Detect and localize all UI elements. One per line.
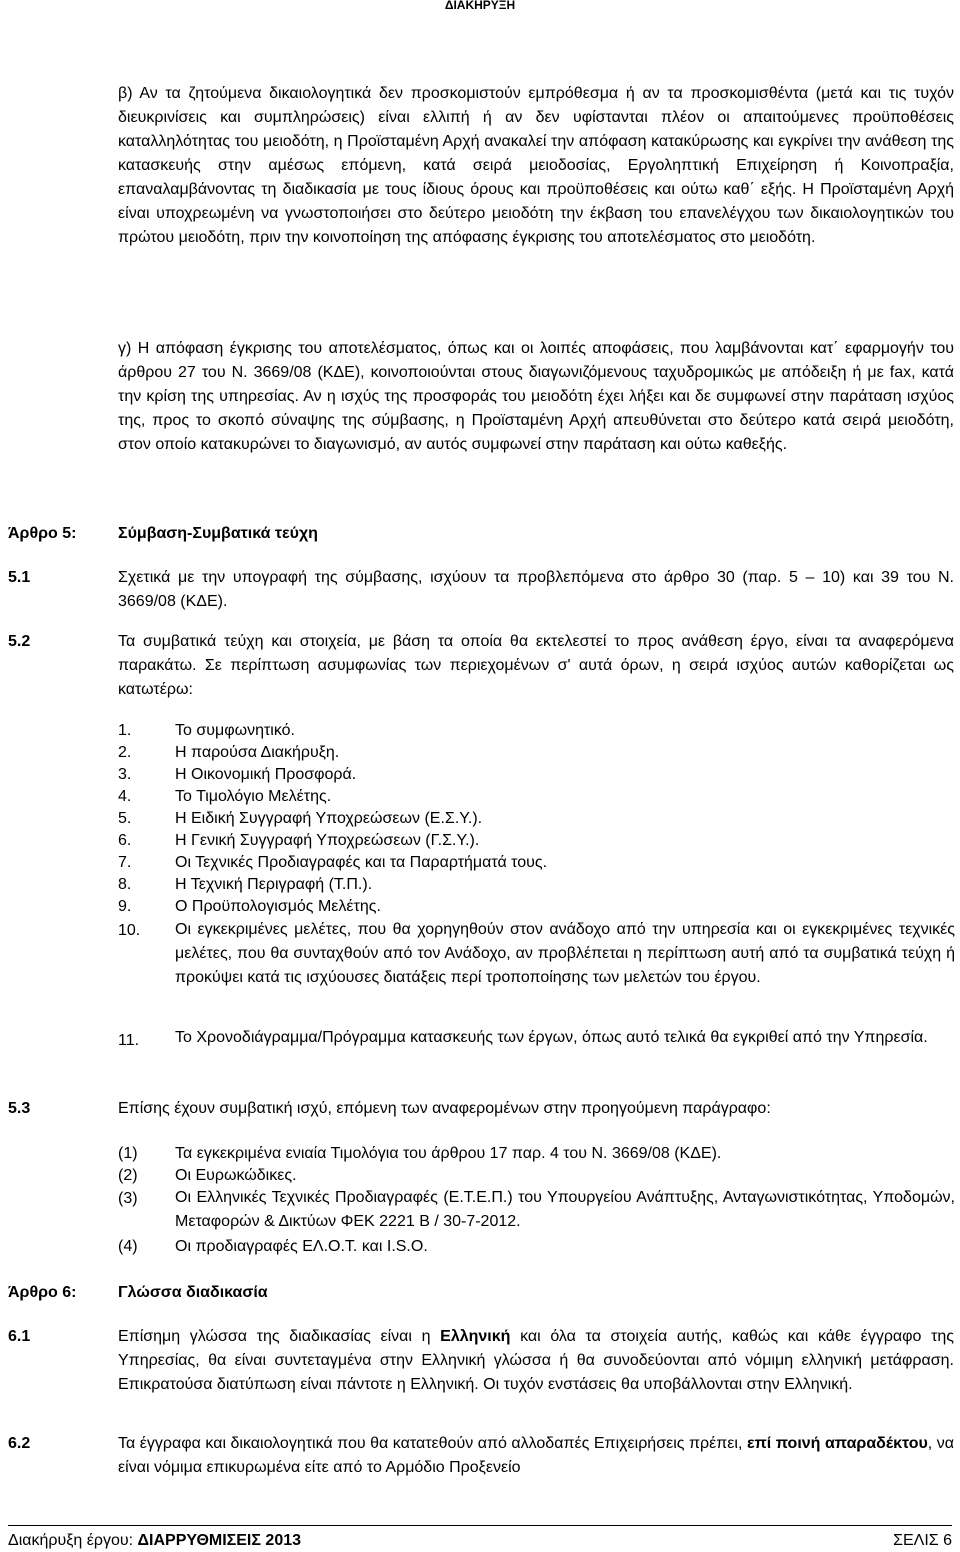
section-6-2-number: 6.2 (8, 1435, 31, 1452)
paragraph-b: β) Αν τα ζητούμενα δικαιολογητικά δεν προσκομιστούν εμπρόθεσμα ή αν τα προσκομισθέντα (μετά και τις τυχόν διευκρινίσεις και συμπληρώσεις) είναι ελλιπή ή αν δεν υφίστανται πλέον οι απαιτούμενες προϋποθέσεις καταλληλότητας του μειοδότη, η Προϊσταμένη Αρχή ανακαλεί την απόφαση κατακύρωσης και εγκρίνει την ανάθεση της κατασκευής στην αμέσως επόμενη, κατά σειρά μειοδοσίας, Εργοληπτική Επιχείρηση ή Κοινοπραξία, επαναλαμβάνοντας τη διαδικασία με τους ίδιους όρους και προϋποθέσεις και ούτω καθ΄ εξής. Η Προϊσταμένη Αρχή είναι υποχρεωμένη να γνωστοποιήσει στο δεύτερο μειοδότη την έκβαση του επανελέγχου των δικαιολογητικών του πρώτου μειοδότη, πριν την κοινοποίηση της απόφασης έγκρισης του αποτελέσματος στο μειοδότη. (118, 85, 954, 246)
list-item: Η παρούσα Διακήρυξη. (175, 744, 340, 761)
paragraph-c: γ) Η απόφαση έγκρισης του αποτελέσματος, όπως και οι λοιπές αποφάσεις, που λαμβάνονται κατ΄ εφαρμογήν του άρθρου 27 του Ν. 3669/08 (ΚΔΕ), κοινοποιούνται στους διαγωνιζόμενους ταχυδρομικώς με απόδειξη ή με fax, κατά την κρίση της υπηρεσίας. Αν η ισχύς της προσφοράς του μειοδότη έχει λήξει και δε συμφωνεί στην παράταση ισχύος της, προς το σκοπό σύναψης της σύμβασης, η Προϊσταμένη Αρχή απευθύνεται στο δεύτερο κατά σειρά μειοδότη, στον οποίο κατακυρώνει το διαγωνισμό, αν αυτός συμφωνεί στην παράταση και ούτω καθεξής. (118, 340, 954, 453)
list-item: Η Τεχνική Περιγραφή (Τ.Π.). (175, 876, 373, 893)
list-item-number: 6. (118, 832, 132, 849)
list-item: Η Ειδική Συγγραφή Υποχρεώσεων (Ε.Σ.Υ.). (175, 810, 483, 827)
footer-page-number: ΣΕΛΙΣ 6 (893, 1532, 952, 1549)
section-6-1-text-start: Επίσημη γλώσσα της διαδικασίας είναι η (118, 1328, 441, 1345)
section-5-3-text: Επίσης έχουν συμβατική ισχύ, επόμενη των αναφερομένων στην προηγούμενη παράγραφο: (118, 1100, 771, 1117)
section-5-3-number: 5.3 (8, 1100, 31, 1117)
section-5-1-number: 5.1 (8, 569, 31, 586)
footer-project-label: Διακήρυξη έργου: (8, 1532, 138, 1549)
section-6-2-emphasis: επί ποινή απαραδέκτου (746, 1435, 928, 1452)
document-header: ΔΙΑΚΗΡΥΞΗ (444, 0, 516, 12)
list-item: Οι εγκεκριμένες μελέτες, που θα χορηγηθούν στον ανάδοχο από την υπηρεσία και οι εγκεκριμένες τεχνικές μελέτες, που θα συνταχθούν από τον Ανάδοχο, αν προβλέπεται η περίπτωση αυτή από τα συμβατικά τεύχη ή προκύψει κατά τις ισχύουσες διατάξεις περί τροποποίησης των μελετών του έργου. (175, 921, 955, 986)
list-item: Οι Ελληνικές Τεχνικές Προδιαγραφές (Ε.Τ.Ε.Π.) του Υπουργείου Ανάπτυξης, Ανταγωνιστικότητας, Υποδομών, Μεταφορών & Δικτύων ΦΕΚ 2221 Β / 30-7-2012. (175, 1189, 955, 1230)
section-6-1-emphasis: Ελληνική (440, 1328, 511, 1345)
article-6-label: Άρθρο 6: (8, 1284, 77, 1301)
list-item: Τα εγκεκριμένα ενιαία Τιμολόγια του άρθρου 17 παρ. 4 του Ν. 3669/08 (ΚΔΕ). (175, 1145, 722, 1162)
section-6-2-text-start: Τα έγγραφα και δικαιολογητικά που θα κατατεθούν από αλλοδαπές Επιχειρήσεις πρέπει, (118, 1435, 747, 1452)
list-item: Ο Προϋπολογισμός Μελέτης. (175, 898, 381, 915)
list-item-number: 11. (118, 1032, 140, 1049)
section-6-2-text-end: , να είναι νόμιμα επικυρωμένα είτε από το Αρμόδιο Προξενείο (118, 1435, 955, 1476)
list-item-number: 7. (118, 854, 132, 871)
section-6-2-text (118, 1432, 954, 1480)
list-item: Το Χρονοδιάγραμμα/Πρόγραμμα κατασκευής των έργων, όπως αυτό τελικά θα εγκριθεί από την Υπηρεσία. (175, 1029, 928, 1046)
list-item-number: 10. (118, 922, 141, 939)
list-item-number: (2) (118, 1167, 138, 1184)
list-item: Η Οικονομική Προσφορά. (175, 766, 357, 783)
list-item-number: (1) (118, 1145, 138, 1162)
article-5-title: Σύμβαση-Συμβατικά τεύχη (118, 525, 318, 542)
list-item-number: 4. (118, 788, 132, 805)
list-item-number: (3) (118, 1190, 138, 1207)
list-item: Οι Τεχνικές Προδιαγραφές και τα Παραρτήματά τους. (175, 854, 548, 871)
list-item: Το Τιμολόγιο Μελέτης. (175, 788, 332, 805)
footer-divider (8, 1525, 952, 1526)
list-item-number: 8. (118, 876, 132, 893)
list-item-number: 2. (118, 744, 132, 761)
section-6-1-text-end: και όλα τα στοιχεία αυτής, καθώς και κάθε έγγραφο της Υπηρεσίας, θα είναι συντεταγμένα στην Ελληνική γλώσσα ή θα συνοδεύονται από νόμιμη ελληνική μετάφραση. Επικρατούσα διατύπωση είναι πάντοτε η Ελληνική. Οι τυχόν ενστάσεις θα υποβάλλονται στην Ελληνική. (118, 1328, 955, 1393)
list-item: Το συμφωνητικό. (175, 722, 295, 739)
section-5-1-text: Σχετικά με την υπογραφή της σύμβασης, ισχύουν τα προβλεπόμενα στο άρθρο 30 (παρ. 5 – 10) και 39 του Ν. 3669/08 (ΚΔΕ). (118, 569, 954, 610)
list-item-number: (4) (118, 1238, 138, 1255)
article-6-title: Γλώσσα διαδικασία (118, 1284, 268, 1301)
section-5-2-number: 5.2 (8, 633, 31, 650)
footer-project (8, 1530, 301, 1552)
article-5-label: Άρθρο 5: (8, 525, 77, 542)
list-item-number: 3. (118, 766, 132, 783)
list-item-number: 9. (118, 898, 132, 915)
list-item-number: 5. (118, 810, 132, 827)
section-5-2-text: Τα συμβατικά τεύχη και στοιχεία, με βάση τα οποία θα εκτελεστεί το προς ανάθεση έργο, είναι τα αναφερόμενα παρακάτω. Σε περίπτωση ασυμφωνίας των περιεχομένων σ' αυτά όρων, η σειρά ισχύος αυτών καθορίζεται ως κατωτέρω: (118, 633, 954, 698)
section-6-1-number: 6.1 (8, 1328, 31, 1345)
list-item: Οι Ευρωκώδικες. (175, 1167, 297, 1184)
list-item: Οι προδιαγραφές ΕΛ.Ο.Τ. και I.S.O. (175, 1238, 428, 1255)
list-item: Η Γενική Συγγραφή Υποχρεώσεων (Γ.Σ.Υ.). (175, 832, 480, 849)
list-item-number: 1. (118, 722, 132, 739)
footer-project-name: ΔΙΑΡΡΥΘΜΙΣΕΙΣ 2013 (137, 1532, 302, 1549)
section-6-1-text (118, 1325, 954, 1397)
